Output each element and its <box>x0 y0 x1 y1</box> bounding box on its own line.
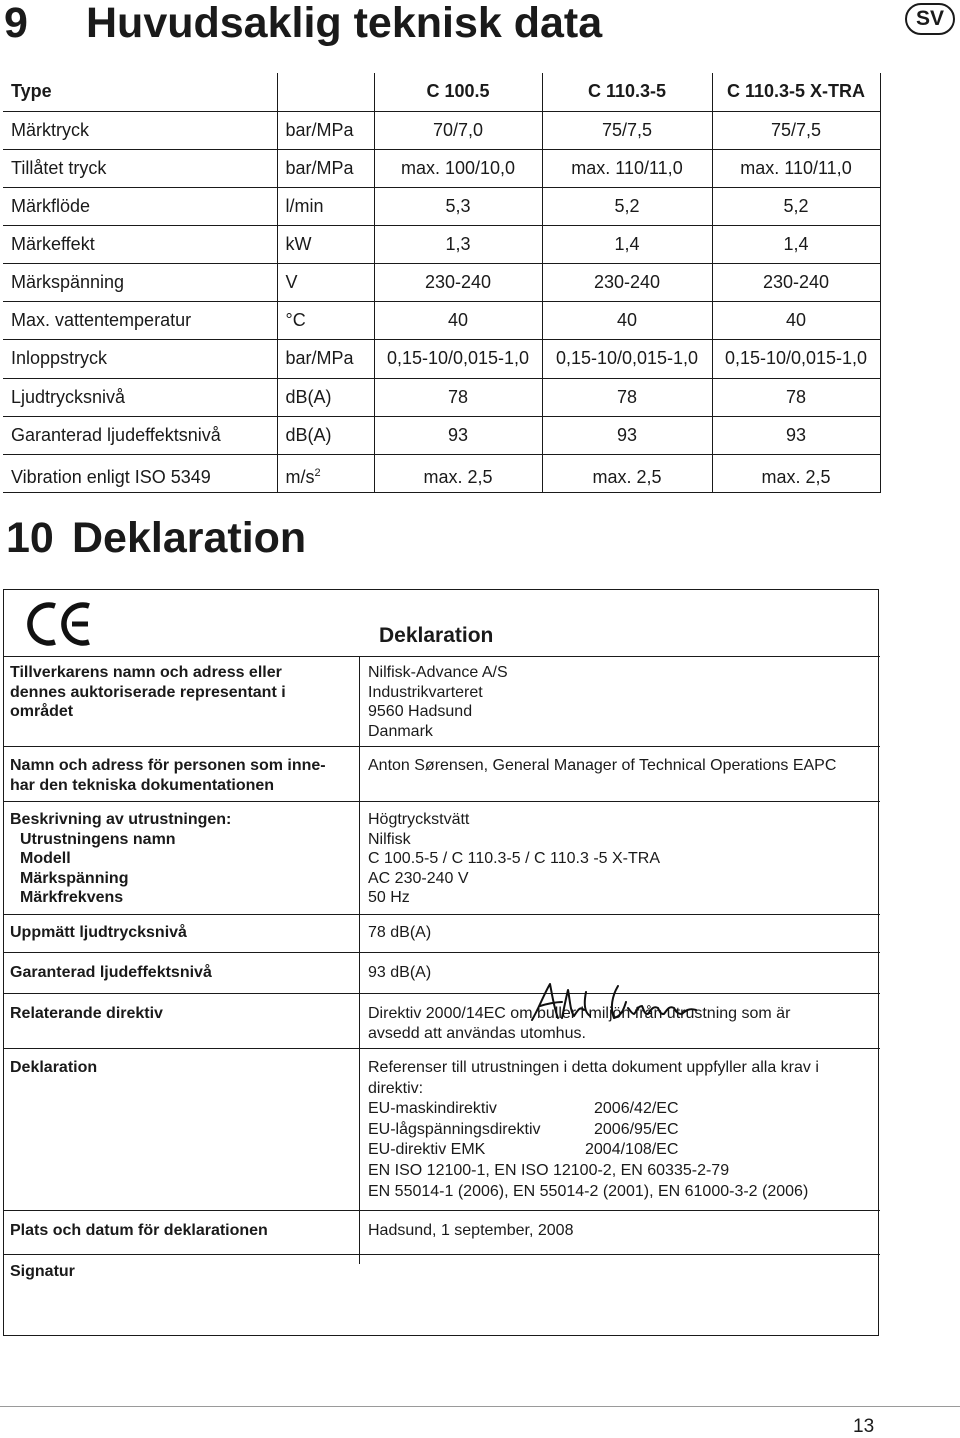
spec-label: Garanterad ljudeffektsnivå <box>3 416 277 454</box>
spec-value: 230-240 <box>542 264 712 302</box>
spec-unit: dB(A) <box>277 378 374 416</box>
spec-unit: bar/MPa <box>277 149 374 187</box>
spec-label: Tillåtet tryck <box>3 149 277 187</box>
spec-value: 75/7,5 <box>542 111 712 149</box>
place-date-value: Hadsund, 1 september, 2008 <box>368 1222 574 1239</box>
directive-entry: EU-maskindirektiv 2006/42/EC <box>368 1100 679 1118</box>
spec-header-model: C 100.5 <box>374 73 542 111</box>
tech-doc-label: Namn och adress för personen som inne- har den tekniska dokumentationen <box>10 757 326 794</box>
spec-row <box>3 187 880 225</box>
spec-value: 78 <box>374 378 542 416</box>
spec-row <box>3 264 880 302</box>
spec-label: Max. vattentemperatur <box>3 302 277 340</box>
spec-value: 40 <box>542 302 712 340</box>
spec-value: 5,3 <box>374 187 542 225</box>
signature-label: Signatur <box>10 1263 75 1280</box>
divider <box>4 1048 880 1049</box>
spec-value: 1,4 <box>542 226 712 264</box>
spec-value: max. 110/11,0 <box>712 149 880 187</box>
divider <box>4 1254 880 1255</box>
declaration-heading: Deklaration <box>379 624 494 647</box>
unit-superscript: 2 <box>314 467 321 479</box>
spec-label: Märktryck <box>3 111 277 149</box>
guaranteed-sound-label: Garanterad ljudeffektsnivå <box>10 964 212 981</box>
spec-value: 230-240 <box>712 264 880 302</box>
spec-value: max. 2,5 <box>712 454 880 492</box>
spec-value: 1,4 <box>712 226 880 264</box>
spec-row <box>3 454 880 492</box>
spec-label: Märkflöde <box>3 187 277 225</box>
spec-value: 75/7,5 <box>712 111 880 149</box>
spec-value: max. 110/11,0 <box>542 149 712 187</box>
spec-label: Inloppstryck <box>3 340 277 378</box>
section-9-title <box>4 0 602 48</box>
directive-entry: EU-direktiv EMK 2004/108/EC <box>368 1141 679 1159</box>
spec-unit: kW <box>277 226 374 264</box>
directive-entry: EU-lågspänningsdirektiv 2006/95/EC <box>368 1120 679 1138</box>
divider <box>4 952 880 953</box>
divider <box>4 993 880 994</box>
spec-value: 93 <box>542 416 712 454</box>
declaration-box <box>3 589 879 1336</box>
signature-image <box>528 980 708 1024</box>
spec-unit: °C <box>277 302 374 340</box>
spec-row <box>3 302 880 340</box>
spec-row <box>3 226 880 264</box>
spec-row <box>3 149 880 187</box>
spec-value: 40 <box>374 302 542 340</box>
spec-row <box>3 416 880 454</box>
divider <box>4 1210 880 1211</box>
spec-header-model: C 110.3-5 <box>542 73 712 111</box>
page-number: 13 <box>853 1416 875 1437</box>
language-badge: SV <box>905 3 955 35</box>
section-number: 10 <box>6 514 54 562</box>
directive-value: Direktiv 2000/14EC om buller i miljön från utrustning som är avsedd att användas utomhus. <box>368 1005 791 1042</box>
divider <box>4 656 880 657</box>
spec-value: max. 2,5 <box>542 454 712 492</box>
section-10-title <box>6 514 306 563</box>
spec-label: Märkspänning <box>3 264 277 302</box>
guaranteed-sound-value: 93 dB(A) <box>368 964 432 981</box>
spec-value: 5,2 <box>542 187 712 225</box>
spec-row <box>3 378 880 416</box>
measured-sound-value: 78 dB(A) <box>368 924 432 941</box>
spec-header-label: Type <box>3 73 277 111</box>
place-date-label: Plats och datum för deklarationen <box>10 1222 268 1239</box>
tech-doc-value: Anton Sørensen, General Manager of Technical Operations EAPC <box>368 757 837 774</box>
spec-row <box>3 340 880 378</box>
spec-value: 230-240 <box>374 264 542 302</box>
footer-rule <box>0 1406 960 1407</box>
spec-value: 78 <box>712 378 880 416</box>
divider <box>4 801 880 802</box>
spec-unit: bar/MPa <box>277 340 374 378</box>
section-title-text: Deklaration <box>72 514 307 562</box>
divider <box>4 914 880 915</box>
spec-value: 5,2 <box>712 187 880 225</box>
spec-value: 93 <box>712 416 880 454</box>
spec-header-model: C 110.3-5 X-TRA <box>712 73 880 111</box>
section-number: 9 <box>4 0 28 47</box>
spec-label: Ljudtrycksnivå <box>3 378 277 416</box>
spec-unit: dB(A) <box>277 416 374 454</box>
spec-row <box>3 111 880 149</box>
equipment-value: Högtryckstvätt Nilfisk C 100.5-5 / C 110.3-5 / C 110.3 -5 X-TRA AC 230-240 V 50 Hz <box>368 811 660 906</box>
section-title-text: Huvudsaklig teknisk data <box>86 0 603 47</box>
declaration-value: Referenser till utrustningen i detta dokument uppfyller alla krav i direktiv: EU-maskindirektiv 2006/42/EC EU-lågspänningsdirektiv 2006/95/EC EU-direktiv EMK 2004/108/EC EN ISO 12100-1, EN ISO 12100-2, EN 60335-2-79 EN 55014-1 (2006), EN 55014-2 (2001), EN 61000-3-2 (2006) <box>368 1059 819 1200</box>
directive-label: Relaterande direktiv <box>10 1005 163 1022</box>
spec-value: 78 <box>542 378 712 416</box>
spec-unit: bar/MPa <box>277 111 374 149</box>
spec-value: 0,15-10/0,015-1,0 <box>542 340 712 378</box>
spec-value: 40 <box>712 302 880 340</box>
spec-value: max. 2,5 <box>374 454 542 492</box>
manufacturer-label: Tillverkarens namn och adress eller dennes auktoriserade representant i området <box>10 664 286 720</box>
declaration-label: Deklaration <box>10 1059 98 1076</box>
spec-value: 93 <box>374 416 542 454</box>
divider <box>4 746 880 747</box>
spec-unit: $m/s^2$ <box>277 454 374 492</box>
ce-mark-icon <box>26 600 94 648</box>
measured-sound-label: Uppmätt ljudtrycksnivå <box>10 924 187 941</box>
spec-header-unit <box>277 73 374 111</box>
spec-label: Vibration enligt ISO 5349 <box>3 454 277 492</box>
manufacturer-value: Nilfisk-Advance A/S Industrikvarteret 9560 Hadsund Danmark <box>368 664 508 740</box>
spec-table <box>3 73 881 493</box>
spec-header-row <box>3 73 880 111</box>
spec-unit: V <box>277 264 374 302</box>
column-divider <box>359 656 360 1264</box>
spec-value: max. 100/10,0 <box>374 149 542 187</box>
spec-value: 70/7,0 <box>374 111 542 149</box>
spec-label: Märkeffekt <box>3 226 277 264</box>
spec-value: 0,15-10/0,015-1,0 <box>712 340 880 378</box>
spec-value: 0,15-10/0,015-1,0 <box>374 340 542 378</box>
spec-value: 1,3 <box>374 226 542 264</box>
spec-unit: l/min <box>277 187 374 225</box>
equipment-label: Beskrivning av utrustningen: Utrustningens namn Modell Märkspänning Märkfrekvens <box>10 811 232 906</box>
